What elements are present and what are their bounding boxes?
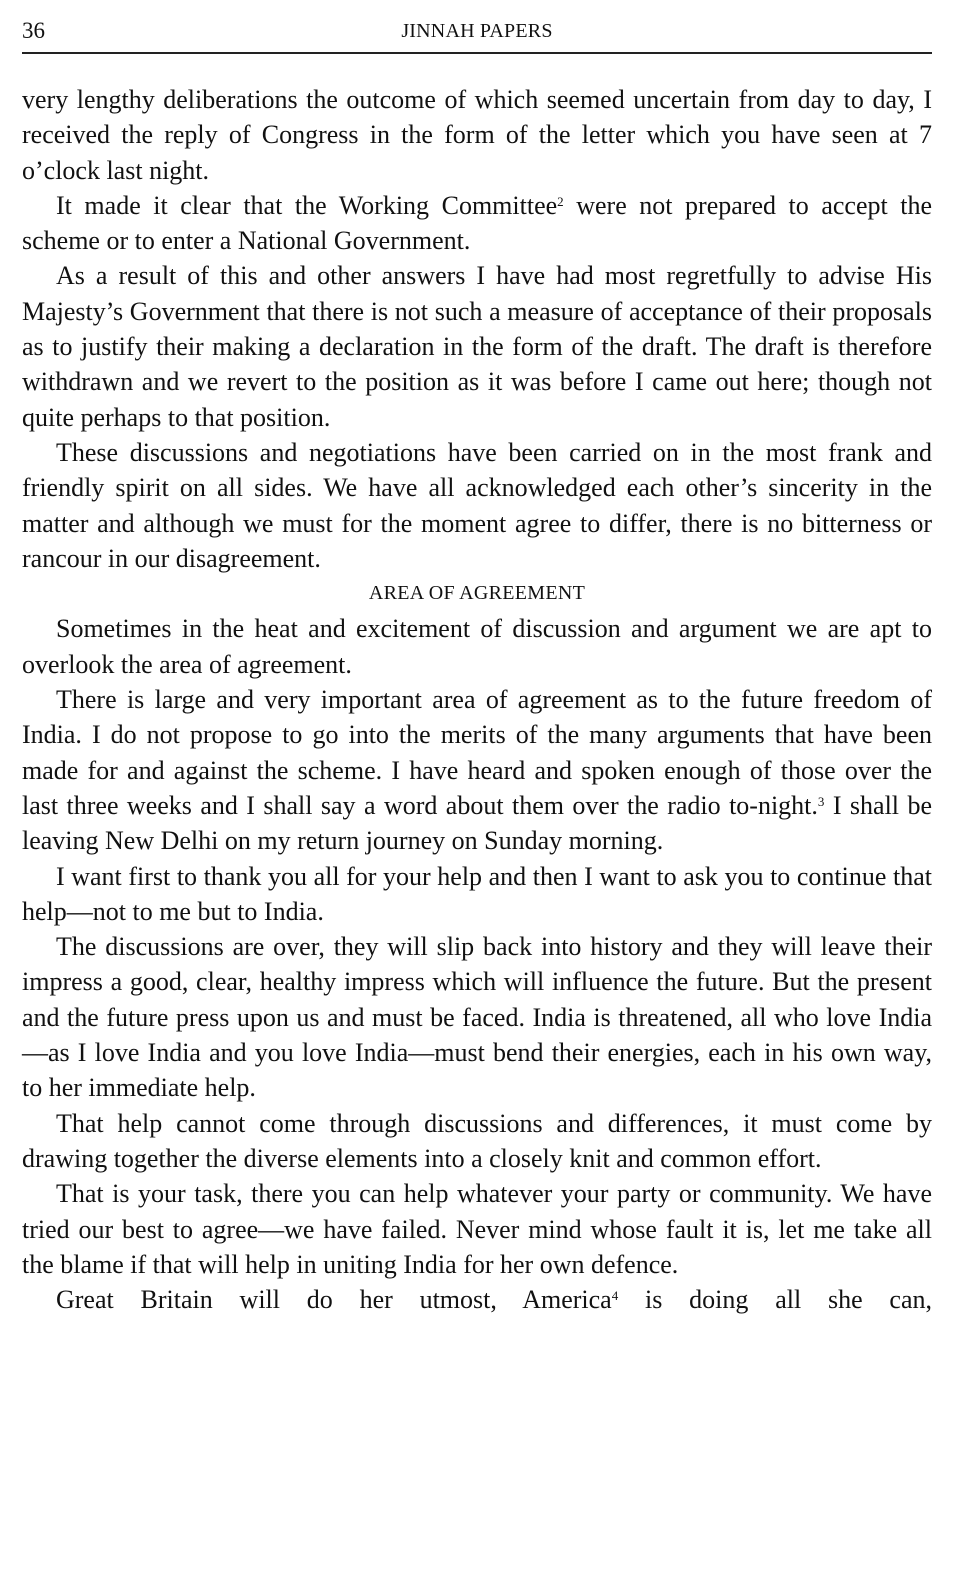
paragraph: very lengthy deliberations the outcome of which seemed uncertain from day to day, I received the reply of Congress in the form of the letter which you have seen at 7 o’clock last night. bbox=[22, 85, 932, 185]
paragraph: That is your task, there you can help whatever your party or community. We have tried our best to agree—we have failed. Never mind whose fault it is, let me take all the blame if that will help in uniting India for her own defence. bbox=[22, 1179, 932, 1279]
running-title: JINNAH PAPERS bbox=[401, 20, 553, 42]
paragraph: I want first to thank you all for your help and then I want to ask you to continue that help—not to me but to India. bbox=[22, 861, 932, 926]
paragraph: These discussions and negotiations have been carried on in the most frank and friendly spirit on all sides. We have all acknowledged each other’s sincerity in the matter and although we must for the moment agree to differ, there is no bitterness or rancour in our disagreement. bbox=[22, 437, 932, 573]
footnote-marker: 2 bbox=[557, 193, 564, 209]
section-heading: AREA OF AGREEMENT bbox=[368, 582, 586, 605]
paragraph: Great Britain will do her utmost, America$^4$ is doing all she can, bbox=[56, 1285, 933, 1315]
page-number: 36 bbox=[22, 18, 45, 43]
paragraph: Sometimes in the heat and excitement of discussion and argument we are apt to overlook the area of agreement. bbox=[22, 614, 932, 679]
paragraph: That help cannot come through discussions and differences, it must come by drawing together the diverse elements into a closely knit and common effort. bbox=[22, 1108, 932, 1173]
header-rule bbox=[22, 52, 932, 54]
footnote-marker: 4 bbox=[611, 1288, 619, 1304]
paragraph: There is large and very important area of agreement as to the future freedom of India. I do not propose to go into the merits of the many arguments that have been made for and against the scheme. I have heard and spoken enough of those over the last three weeks and I shall say a word about them over the radio to-night.$^3$ I shall be leaving New Delhi on my return journey on Sunday morning. bbox=[22, 685, 932, 856]
body-text bbox=[22, 82, 932, 1317]
footnote-marker: 3 bbox=[817, 793, 825, 809]
running-head bbox=[22, 14, 932, 50]
paragraph: As a result of this and other answers I have had most regretfully to advise His Majesty’s Government that there is not such a measure of acceptance of their proposals as to justify their making a declaration in the form of the draft. The draft is therefore withdrawn and we revert to the position as it was before I came out here; though not quite perhaps to that position. bbox=[22, 261, 932, 432]
paragraph: The discussions are over, they will slip back into history and they will leave their impress a good, clear, healthy impress which will influence the future. But the present and the future press upon us and must be faced. India is threatened, all who love India—as I love India and you love India—must bend their energies, each in his own way, to her immediate help. bbox=[22, 932, 932, 1103]
paragraph: It made it clear that the Working Committee$^2$ were not prepared to accept the scheme or to enter a National Government. bbox=[22, 190, 933, 256]
